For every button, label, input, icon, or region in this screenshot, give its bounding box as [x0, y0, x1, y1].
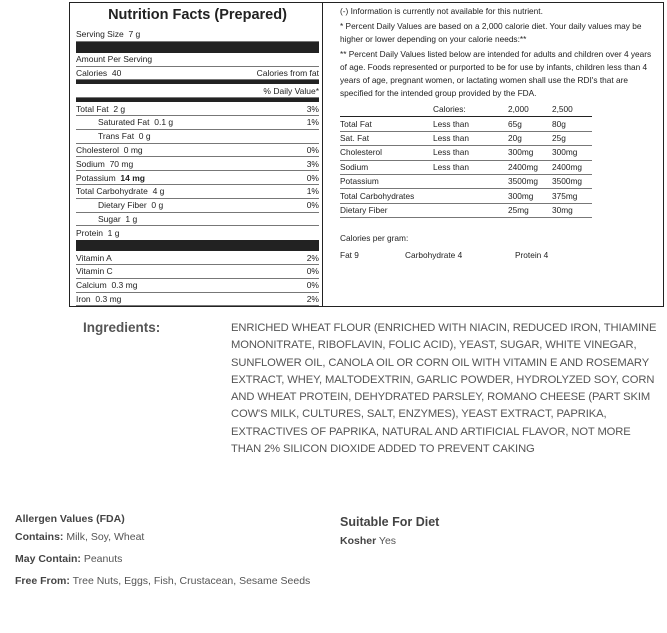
- table-cell: 3500mg: [552, 174, 592, 188]
- table-cell: 300mg: [552, 146, 592, 160]
- ingredients-label: Ingredients:: [83, 320, 161, 335]
- table-cell: 30mg: [552, 203, 592, 217]
- nutrition-panel: [69, 2, 664, 307]
- daily-value-table: [340, 103, 592, 218]
- nutrient-label: Vitamin C: [76, 266, 113, 277]
- may-contain-label: May Contain:: [15, 553, 81, 565]
- table-cell: Cholesterol: [340, 146, 433, 160]
- nutrient-daily-value: 3%: [306, 103, 319, 114]
- nutrient-amount: 0 g: [138, 131, 151, 142]
- table-cell: [433, 203, 508, 217]
- nutrient-row: [76, 185, 319, 199]
- table-cell: 375mg: [552, 189, 592, 203]
- nutrient-amount: 1 g: [125, 213, 138, 224]
- daily-value-header-row: [76, 84, 319, 98]
- table-cell: 65g: [508, 117, 552, 131]
- nutrient-label: Protein: [76, 228, 103, 239]
- nutrient-row: [76, 226, 319, 240]
- nutrient-row: [76, 116, 319, 130]
- table-header-cell: 2,500: [552, 103, 592, 117]
- calories-label: Calories: [76, 67, 108, 78]
- table-header-cell: [340, 103, 433, 117]
- nutrient-label: Cholesterol: [76, 144, 119, 155]
- nutrient-daily-value: 0%: [306, 200, 319, 211]
- table-header-cell: Calories:: [433, 103, 508, 117]
- daily-value-table-header: [340, 103, 592, 117]
- table-cell: 80g: [552, 117, 592, 131]
- table-cell: 300mg: [508, 146, 552, 160]
- table-cell: 3500mg: [508, 174, 552, 188]
- nutrient-amount: 2 g: [113, 103, 126, 114]
- amount-per-serving: Amount Per Serving: [76, 54, 153, 65]
- table-cell: Potassium: [340, 174, 433, 188]
- free-from-line: [15, 575, 310, 587]
- nutrient-amount: 14 mg: [120, 172, 145, 183]
- table-cell: Total Carbohydrates: [340, 189, 433, 203]
- table-row: [340, 203, 592, 217]
- amount-per-serving-row: [76, 53, 319, 67]
- vitamin-rows: [76, 251, 319, 306]
- nutrient-label: Sodium: [76, 158, 105, 169]
- contains-label: Contains:: [15, 531, 64, 543]
- nutrient-daily-value: 0%: [306, 172, 319, 183]
- nutrient-label: Saturated Fat: [98, 117, 150, 128]
- table-cell: Less than: [433, 160, 508, 174]
- nutrient-daily-value: 2%: [306, 252, 319, 263]
- nutrient-label: Total Carbohydrate: [76, 186, 148, 197]
- daily-value-notes: [340, 5, 655, 262]
- intended-audience-note: ** Percent Daily Values listed below are intended for adults and children over 4 years of age. Foods represented or purported to be for use by infants, children less than 4 years of age, pregnant women, or lactating women shall use the RDI's that are specified for the intended group provided by the FDA.: [340, 49, 652, 98]
- nutrient-amount: 0 mg: [123, 144, 143, 155]
- carb-per-gram: Carbohydrate 4: [405, 250, 463, 261]
- table-row: [340, 189, 592, 203]
- nutrient-label: Potassium: [76, 172, 116, 183]
- info-unavailable-note: (-) Information is currently not available for this nutrient.: [340, 6, 543, 16]
- nutrient-row: [76, 157, 319, 171]
- may-contain-line: [15, 553, 310, 565]
- column-divider: [322, 3, 323, 306]
- table-cell: Sat. Fat: [340, 131, 433, 145]
- table-cell: [433, 189, 508, 203]
- contains-value: Milk, Soy, Wheat: [66, 531, 145, 543]
- nutrient-row: [76, 171, 319, 185]
- nutrient-amount: 4 g: [152, 186, 165, 197]
- daily-value-header: % Daily Value*: [263, 85, 319, 96]
- diet-heading: Suitable For Diet: [340, 515, 440, 529]
- table-cell: Sodium: [340, 160, 433, 174]
- nutrient-daily-value: 1%: [306, 186, 319, 197]
- table-cell: Total Fat: [340, 117, 433, 131]
- nutrient-amount: 0 g: [151, 200, 164, 211]
- table-cell: [433, 174, 508, 188]
- nutrition-facts: [76, 7, 319, 306]
- nutrient-daily-value: 1%: [306, 117, 319, 128]
- nutrient-rows: [76, 102, 319, 240]
- table-cell: 25mg: [508, 203, 552, 217]
- kosher-line: [340, 535, 439, 547]
- nutrient-row: [76, 199, 319, 213]
- serving-size-row: [76, 28, 319, 42]
- nutrient-label: Calcium: [76, 280, 107, 291]
- nutrient-daily-value: 2%: [306, 293, 319, 304]
- nutrient-label: Trans Fat: [98, 131, 135, 142]
- calories-per-gram-label: Calories per gram:: [340, 233, 409, 244]
- may-contain-value: Peanuts: [83, 553, 123, 565]
- table-cell: 2400mg: [552, 160, 592, 174]
- serving-size-value: 7 g: [128, 29, 141, 40]
- table-row: [340, 131, 592, 145]
- table-cell: Less than: [433, 131, 508, 145]
- percent-daily-value-note: * Percent Daily Values are based on a 2,000 calorie diet. Your daily values may be higher or lower depending on your calorie needs:**: [340, 21, 642, 44]
- table-cell: Less than: [433, 146, 508, 160]
- nutrient-amount: 70 mg: [109, 158, 134, 169]
- free-from-label: Free From:: [15, 575, 70, 587]
- vitamin-row: [76, 279, 319, 293]
- table-row: [340, 146, 592, 160]
- nutrient-label: Iron: [76, 293, 91, 304]
- nutrient-daily-value: 0%: [306, 266, 319, 277]
- table-cell: 300mg: [508, 189, 552, 203]
- calories-row: [76, 67, 319, 81]
- fat-per-gram: Fat 9: [340, 250, 359, 261]
- table-cell: Less than: [433, 117, 508, 131]
- thick-rule: [76, 42, 319, 53]
- kosher-value: Yes: [378, 535, 397, 547]
- table-cell: 25g: [552, 131, 592, 145]
- vitamin-row: [76, 251, 319, 265]
- serving-size-label: Serving Size: [76, 29, 124, 40]
- nutrient-row: [76, 144, 319, 158]
- table-cell: Dietary Fiber: [340, 203, 433, 217]
- allergen-section: [15, 513, 310, 597]
- table-cell: 2400mg: [508, 160, 552, 174]
- allergen-heading: Allergen Values (FDA): [15, 513, 125, 525]
- vitamin-row: [76, 265, 319, 279]
- diet-section: [340, 515, 439, 547]
- calories-per-gram-row: [340, 249, 655, 262]
- nutrient-amount: 0.3 mg: [111, 280, 138, 291]
- nutrient-row: [76, 102, 319, 116]
- kosher-label: Kosher: [340, 535, 377, 547]
- contains-line: [15, 531, 310, 543]
- nutrient-daily-value: 3%: [306, 158, 319, 169]
- nutrient-label: Sugar: [98, 213, 121, 224]
- nutrient-label: Total Fat: [76, 103, 109, 114]
- calories-from-fat-label: Calories from fat: [256, 67, 319, 78]
- nutrient-daily-value: 0%: [306, 144, 319, 155]
- nutrient-label: Vitamin A: [76, 252, 112, 263]
- ingredients-text: ENRICHED WHEAT FLOUR (ENRICHED WITH NIACIN, REDUCED IRON, THIAMINE MONONITRATE, RIBOFLAVIN, FOLIC ACID), YEAST, SUGAR, WHITE VINEGAR, SUNFLOWER OIL, CANOLA OIL OR CORN OIL WITH VITAMIN E AND ROSEMARY EXTRACT, WHEY, MALTODEXTRIN, GARLIC POWDER, HYDROLYZED SOY, CORN AND WHEAT PROTEIN, DEHYDRATED PARSLEY, ROMANO CHEESE (PART SKIM COW'S MILK, CULTURES, SALT, ENZYMES), YEAST EXTRACT, PAPRIKA, EXTRACTIVES OF PAPRIKA, NATURAL AND ARTIFICIAL FLAVOR, NOT MORE THAN 2% SILICON DIOXIDE ADDED TO PREVENT CAKING: [231, 322, 657, 456]
- vitamin-row: [76, 293, 319, 307]
- nutrient-row: [76, 213, 319, 227]
- nutrient-row: [76, 130, 319, 144]
- table-cell: 20g: [508, 131, 552, 145]
- table-header-cell: 2,000: [508, 103, 552, 117]
- free-from-value: Tree Nuts, Eggs, Fish, Crustacean, Sesame Seeds: [72, 575, 311, 587]
- protein-per-gram: Protein 4: [515, 250, 549, 261]
- nutrition-title: Nutrition Facts (Prepared): [108, 7, 287, 23]
- nutrient-amount: 1 g: [107, 228, 120, 239]
- nutrient-label: Dietary Fiber: [98, 200, 147, 211]
- nutrient-amount: 0.1 g: [154, 117, 174, 128]
- thick-rule: [76, 240, 319, 251]
- calories-value: 40: [111, 67, 122, 78]
- nutrient-amount: 0.3 mg: [95, 293, 122, 304]
- table-row: [340, 174, 592, 188]
- table-row: [340, 117, 592, 131]
- nutrient-daily-value: 0%: [306, 280, 319, 291]
- table-row: [340, 160, 592, 174]
